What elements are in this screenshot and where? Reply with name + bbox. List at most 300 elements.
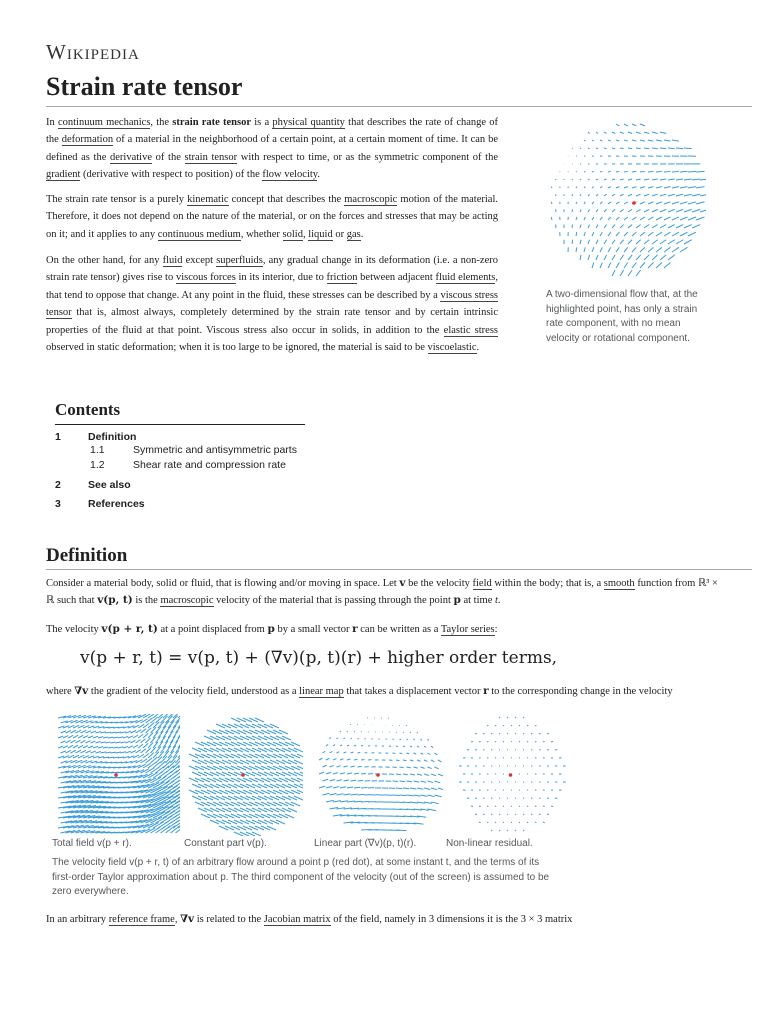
flow-arrow	[326, 772, 331, 774]
flow-arrow	[344, 780, 350, 781]
inline-link[interactable]: linear map	[299, 686, 344, 697]
flow-arrow	[361, 731, 362, 732]
flow-arrow	[648, 202, 653, 204]
flow-arrow	[344, 752, 347, 753]
flow-arrow	[438, 774, 443, 776]
flow-arrow	[688, 202, 696, 204]
flow-arrow	[660, 209, 666, 212]
flow-arrow	[652, 240, 658, 244]
inline-link[interactable]: derivative	[110, 151, 152, 163]
flow-arrow	[424, 788, 430, 789]
flow-arrow	[632, 171, 636, 172]
flow-arrow	[515, 733, 516, 734]
flow-arrow	[128, 746, 133, 748]
flow-arrow	[417, 732, 418, 733]
flow-arrow	[499, 814, 500, 815]
linear-part-caption: Linear part (∇v)(p, t)(r).	[314, 838, 417, 849]
inline-link[interactable]: superfluids	[216, 255, 263, 266]
flow-arrow	[628, 148, 632, 149]
flow-arrow	[347, 787, 353, 788]
inline-link[interactable]: solid	[282, 228, 303, 240]
inline-link[interactable]: continuous medium	[157, 228, 241, 240]
flow-arrow	[636, 255, 641, 260]
flow-arrow	[584, 140, 585, 141]
linear-part-panel[interactable]	[313, 714, 443, 836]
flow-arrow	[71, 750, 76, 753]
flow-arrow	[414, 795, 421, 796]
flow-arrow	[118, 737, 123, 738]
flow-arrow	[656, 247, 662, 252]
flow-arrow	[604, 209, 607, 212]
flow-arrow	[113, 737, 118, 738]
flow-arrow	[403, 802, 411, 803]
flow-arrow	[596, 179, 598, 180]
inline-link[interactable]: viscous stress tensor	[46, 289, 498, 319]
flow-arrow	[58, 736, 63, 738]
flow-arrow	[652, 179, 658, 180]
flow-arrow	[523, 733, 524, 734]
flow-arrow	[396, 830, 407, 831]
flow-arrow	[83, 736, 88, 738]
flow-arrow	[414, 753, 417, 754]
flow-arrow	[604, 240, 607, 244]
flow-arrow	[507, 814, 508, 815]
flow-arrow	[106, 732, 112, 733]
inline-link[interactable]: elastic stress	[443, 324, 499, 336]
flow-arrow	[664, 187, 670, 188]
flow-arrow	[616, 232, 619, 236]
flow-arrow	[424, 774, 429, 775]
flow-arrow	[604, 225, 607, 228]
flow-arrow	[592, 217, 594, 220]
flow-arrow	[351, 766, 355, 767]
flow-arrow	[588, 225, 590, 228]
flow-arrow	[668, 209, 675, 212]
flow-arrow	[672, 140, 679, 141]
toc-number: 1.1	[90, 444, 105, 456]
flow-arrow	[407, 767, 411, 768]
flow-arrow	[572, 209, 573, 212]
flow-arrow	[588, 240, 590, 244]
flow-arrow	[424, 746, 426, 747]
inline-link[interactable]: macroscopic	[160, 595, 214, 607]
flow-arrow	[479, 806, 481, 807]
flow-arrow	[428, 739, 429, 741]
flow-arrow	[604, 179, 607, 180]
flow-arrow	[351, 738, 352, 739]
flow-arrow	[66, 740, 71, 743]
inline-link[interactable]: fluid	[162, 255, 183, 266]
flow-arrow	[347, 731, 348, 732]
flow-arrow	[123, 736, 128, 738]
flow-arrow	[471, 806, 473, 807]
flow-arrow	[535, 822, 536, 823]
flow-arrow	[71, 740, 76, 743]
flow-arrow	[106, 742, 111, 743]
flow-arrow	[116, 752, 121, 753]
flow-arrow	[136, 750, 141, 753]
flow-arrow	[347, 801, 355, 802]
flow-arrow	[358, 780, 364, 781]
total-field-panel[interactable]	[52, 714, 180, 836]
flow-arrow	[396, 746, 398, 747]
flow-arrow	[330, 737, 331, 739]
flow-arrow	[417, 802, 425, 803]
inline-link[interactable]: strain tensor	[184, 151, 238, 163]
flow-arrow	[584, 232, 585, 236]
flow-arrow	[543, 806, 545, 807]
flow-arrow	[151, 767, 160, 773]
flow-arrow	[584, 202, 585, 204]
flow-arrow	[475, 814, 477, 815]
flow-arrow	[636, 240, 641, 244]
flow-arrow	[632, 232, 636, 236]
wikipedia-wordmark[interactable]: Wikipedia	[46, 40, 140, 64]
flow-arrow	[407, 753, 410, 754]
flow-arrow	[539, 733, 541, 734]
flow-arrow	[351, 794, 358, 795]
flow-arrow	[624, 247, 628, 252]
flow-arrow	[351, 780, 357, 781]
flow-arrow	[400, 781, 406, 782]
flow-arrow	[126, 731, 132, 733]
flow-arrow	[63, 746, 68, 748]
flow-arrow	[572, 225, 573, 228]
flow-arrow	[507, 830, 508, 831]
constant-part-caption: Constant part v(p).	[184, 838, 267, 849]
inline-link[interactable]: continuum mechanics	[57, 117, 151, 128]
flow-arrow	[475, 733, 477, 734]
strain-flow-figure	[546, 120, 716, 346]
flow-arrow	[640, 187, 645, 188]
flow-arrow	[700, 194, 706, 196]
flow-arrow	[417, 774, 422, 775]
flow-arrow	[491, 814, 492, 815]
flow-arrow	[628, 194, 632, 196]
flow-arrow	[624, 232, 628, 236]
flow-arrow	[664, 232, 670, 236]
flow-arrow	[592, 202, 594, 204]
flow-arrow	[171, 736, 176, 743]
flow-arrow	[61, 731, 67, 733]
flow-arrow	[572, 194, 573, 196]
inline-link[interactable]: reference frame	[108, 914, 175, 925]
flow-arrow	[600, 247, 602, 252]
flow-arrow	[624, 263, 628, 268]
flow-arrow	[178, 714, 180, 718]
flow-arrow	[664, 202, 670, 204]
flow-arrow	[354, 801, 362, 802]
flow-arrow	[417, 760, 420, 761]
flow-arrow	[495, 822, 496, 823]
flow-arrow	[403, 746, 405, 747]
flow-arrow	[616, 202, 619, 204]
inline-link[interactable]: kinematic	[187, 194, 229, 205]
flow-arrow	[660, 132, 666, 133]
flow-arrow	[93, 746, 98, 748]
toc-title: Contents	[55, 400, 121, 419]
flow-arrow	[333, 787, 339, 788]
flow-arrow	[515, 717, 516, 718]
flow-arrow	[676, 194, 683, 196]
flow-arrow	[527, 806, 528, 807]
flow-arrow	[333, 759, 336, 760]
flow-arrow	[624, 171, 628, 172]
flow-arrow	[572, 240, 573, 244]
flow-arrow	[138, 734, 143, 738]
flow-arrow	[351, 752, 354, 753]
taylor-equation: v(p + r, t) = v(p, t) + (∇v)(p, t)(r) + higher order terms,	[80, 648, 558, 668]
flow-arrow	[88, 746, 93, 748]
flow-arrow	[103, 737, 108, 738]
inline-link[interactable]: gas	[346, 228, 361, 240]
flow-arrow	[141, 749, 146, 753]
flow-arrow	[121, 732, 127, 733]
title-divider	[46, 106, 752, 107]
inline-link[interactable]: flow velocity	[262, 169, 318, 181]
flow-arrow	[672, 247, 679, 252]
flow-arrow	[620, 132, 624, 133]
flow-arrow	[326, 800, 334, 802]
inline-link[interactable]: smooth	[603, 578, 635, 589]
flow-arrow	[495, 806, 496, 807]
flow-arrow	[91, 731, 97, 733]
flow-arrow	[656, 232, 662, 236]
flow-arrow	[531, 733, 532, 734]
flow-arrow	[487, 822, 488, 823]
flow-arrow	[612, 255, 615, 260]
flow-arrow	[576, 202, 577, 204]
flow-arrow	[491, 733, 492, 734]
flow-arrow	[608, 187, 611, 188]
flow-arrow	[400, 767, 404, 768]
flow-arrow	[108, 737, 113, 738]
inline-link[interactable]: macroscopic	[344, 194, 398, 205]
flow-arrow	[660, 179, 666, 180]
flow-arrow	[507, 733, 508, 734]
flow-arrow	[596, 225, 598, 228]
flow-arrow	[688, 171, 696, 172]
definition-paragraph-2: The velocity v(p + r, t) at a point displaced from p by a small vector r can be written as a Taylor series:	[46, 623, 498, 635]
flow-arrow	[116, 732, 122, 733]
flow-arrow	[403, 760, 406, 761]
intro-paragraph-3: On the other hand, for any fluid except superfluids, any gradual change in its deformation (i.e. a non-zero strain rate tensor) gives rise to viscous forces in its interior, due to friction between adjacent fluid elements, that tend to oppose that change. At any point in the fluid, these stresses can be described by a viscous stress tensor that is, almost always, completely determined by the strain rate tensor and by certain intrinsic properties of the fluid at that point. Viscous stress also occur in solids, in addition to the elastic stress observed in static deformation; when it is too large to be ignored, the material is said to be viscoelastic.	[46, 255, 499, 354]
flow-arrow	[640, 217, 645, 220]
flow-arrow	[344, 766, 348, 767]
flow-arrow	[358, 738, 359, 739]
flow-arrow	[592, 263, 594, 268]
flow-arrow	[141, 739, 146, 743]
flow-arrow	[632, 187, 636, 188]
flow-arrow	[78, 735, 83, 738]
flow-arrow	[600, 171, 602, 172]
flow-arrow	[535, 806, 536, 807]
flow-arrow	[417, 746, 419, 747]
flow-arrow	[640, 232, 645, 236]
flow-arrow	[688, 232, 696, 236]
definition-paragraph-4: In an arbitrary reference frame, ∇v is related to the Jacobian matrix of the field, namely in 3 dimensions it is the 3 × 3 matrix	[46, 913, 573, 925]
flow-arrow	[592, 140, 594, 141]
flow-arrow	[527, 741, 528, 742]
flow-arrow	[592, 247, 594, 252]
flow-arrow	[676, 225, 683, 228]
flow-arrow	[431, 788, 437, 790]
flow-arrow	[664, 140, 670, 141]
flow-arrow	[696, 202, 704, 204]
flow-arrow	[361, 801, 369, 802]
flow-arrow	[604, 255, 607, 260]
flow-arrow	[572, 179, 573, 180]
flow-arrow	[648, 217, 653, 220]
flow-arrow	[580, 179, 581, 180]
flow-arrow	[600, 217, 602, 220]
figure-caption: A two-dimensional flow that, at the highlighted point, has only a strain rate component, with no mean velocity or rotational component.	[546, 289, 698, 344]
flow-arrow	[403, 788, 409, 789]
flow-arrow	[354, 759, 357, 760]
flow-arrow	[121, 742, 126, 743]
flow-arrow	[499, 830, 500, 831]
flow-arrow	[88, 736, 93, 738]
inline-link[interactable]: gradient	[46, 169, 81, 181]
flow-arrow	[435, 767, 439, 769]
flow-arrow	[539, 814, 541, 815]
inline-link[interactable]: Taylor series	[440, 624, 495, 635]
flow-arrow	[644, 148, 649, 149]
inline-link[interactable]: Jacobian matrix	[263, 914, 331, 925]
flow-arrow	[503, 741, 504, 742]
flow-arrow	[410, 746, 412, 747]
flow-arrow	[680, 171, 687, 172]
flow-arrow	[330, 793, 337, 795]
flow-arrow	[688, 217, 696, 220]
flow-arrow	[612, 194, 615, 196]
flow-arrow	[98, 737, 103, 738]
flow-arrow	[616, 140, 619, 141]
inline-link[interactable]: deformation	[61, 134, 114, 146]
flow-arrow	[410, 788, 416, 789]
inline-link[interactable]: viscous forces	[175, 272, 236, 284]
flow-arrow	[644, 225, 649, 228]
inline-link[interactable]: friction	[326, 272, 358, 284]
flow-arrow	[410, 732, 411, 733]
flow-arrow	[61, 741, 66, 743]
flow-arrow	[608, 217, 611, 220]
math-expression: ∇v	[74, 685, 89, 697]
flow-arrow	[632, 217, 636, 220]
flow-arrow	[660, 148, 666, 149]
flow-arrow	[428, 781, 434, 783]
flow-arrow	[66, 750, 71, 753]
flow-arrow	[503, 822, 504, 823]
flow-arrow	[620, 255, 624, 260]
constant-part-panel[interactable]	[183, 714, 303, 836]
inline-link[interactable]: field	[472, 578, 492, 589]
flow-arrow	[76, 750, 81, 753]
flow-arrow	[323, 751, 326, 753]
flow-arrow	[166, 736, 171, 743]
flow-arrow	[576, 217, 577, 220]
inline-link[interactable]: fluid elements	[435, 272, 496, 284]
flow-arrow	[652, 148, 658, 149]
flow-arrow	[340, 759, 343, 760]
inline-link[interactable]: viscoelastic	[427, 342, 477, 354]
flow-arrow	[116, 742, 121, 743]
flow-arrow	[527, 725, 528, 726]
flow-arrow	[696, 217, 704, 220]
flow-arrow	[435, 781, 441, 783]
flow-arrow	[616, 171, 619, 172]
flow-arrow	[347, 773, 352, 774]
flow-arrow	[668, 240, 675, 244]
toc-number: 3	[55, 498, 61, 510]
flow-arrow	[584, 247, 585, 252]
inline-link[interactable]: liquid	[308, 228, 333, 240]
flow-arrow	[61, 751, 66, 753]
flow-arrow	[632, 140, 636, 141]
inline-link[interactable]: physical quantity	[272, 117, 345, 128]
flow-arrow	[136, 730, 142, 733]
flow-arrow	[101, 732, 107, 733]
flow-arrow	[680, 217, 687, 220]
flow-arrow	[431, 802, 439, 804]
flow-arrow	[403, 774, 408, 775]
definition-paragraph-1: Consider a material body, solid or fluid, that is flowing and/or moving in space. Let v be the velocity field within the body; that is, a smooth function from ℝ³ × ℝ such that v(p, t) is the macroscopic velocity of the material that is passing through the point p at time t.	[46, 577, 718, 607]
flow-arrow	[118, 747, 123, 748]
flow-arrow	[608, 140, 611, 141]
flow-arrow	[396, 774, 401, 775]
flow-arrow	[326, 744, 328, 746]
flow-arrow	[93, 736, 98, 738]
flow-arrow	[668, 255, 675, 260]
toc-label: Symmetric and antisymmetric parts	[133, 444, 297, 456]
flow-arrow	[588, 179, 590, 180]
flow-arrow	[660, 255, 666, 260]
flow-arrow	[668, 194, 675, 196]
flow-arrow	[588, 148, 590, 149]
flow-arrow	[640, 202, 645, 204]
nonlinear-residual-caption: Non-linear residual.	[446, 838, 533, 849]
strain-flow-image[interactable]	[546, 120, 706, 280]
flow-arrow	[358, 766, 362, 767]
flow-arrow	[676, 148, 683, 149]
total-field-caption: Total field v(p + r).	[52, 838, 132, 849]
math-expression: p	[453, 594, 461, 607]
flow-arrow	[543, 741, 545, 742]
flow-arrow	[600, 232, 602, 236]
flow-arrow	[68, 745, 73, 748]
flow-arrow	[361, 759, 364, 760]
flow-arrow	[584, 217, 585, 220]
flow-arrow	[71, 730, 77, 733]
flow-arrow	[136, 740, 141, 743]
flow-arrow	[616, 187, 619, 188]
flow-arrow	[361, 787, 367, 788]
flow-arrow	[624, 202, 628, 204]
flow-arrow	[396, 732, 397, 733]
flow-arrow	[438, 788, 443, 790]
flow-arrow	[337, 780, 343, 781]
flow-arrow	[146, 738, 151, 743]
definition-divider	[46, 569, 752, 570]
flow-arrow	[163, 731, 168, 738]
flow-arrow	[354, 787, 360, 788]
flow-arrow	[604, 132, 607, 133]
flow-arrow	[511, 806, 512, 807]
flow-arrow	[535, 725, 536, 726]
flow-arrow	[330, 765, 334, 767]
nonlinear-residual-panel[interactable]	[453, 714, 568, 836]
flow-arrow	[519, 741, 520, 742]
